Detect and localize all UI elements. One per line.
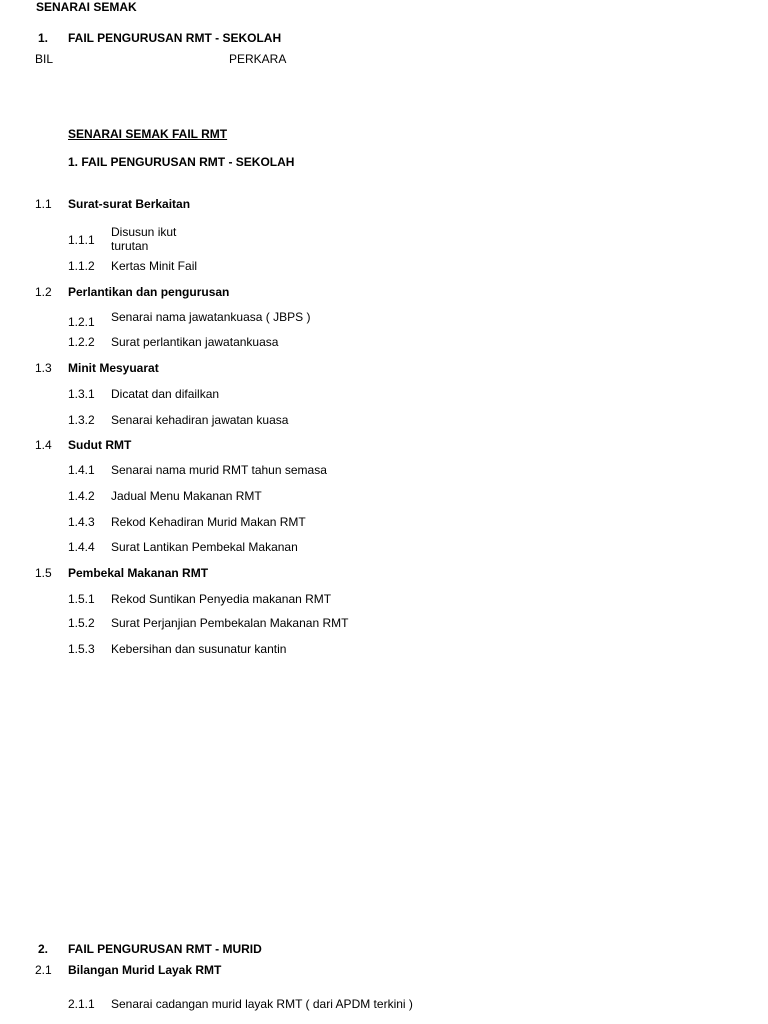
section-heading: Bilangan Murid Layak RMT	[68, 963, 222, 977]
item-number: 1.1.2	[68, 259, 95, 273]
section-heading: Minit Mesyuarat	[68, 361, 159, 375]
section-number: 2.	[38, 942, 49, 956]
item-text: Senarai nama jawatankuasa ( JBPS )	[111, 310, 311, 324]
section-number: 1.2	[35, 285, 52, 299]
item-number: 1.4.1	[68, 463, 95, 477]
item-text: Senarai cadangan murid layak RMT ( dari APDM terkini )	[111, 997, 413, 1011]
item-text: Surat Lantikan Pembekal Makanan	[111, 540, 298, 554]
item-number: 1.4.4	[68, 540, 95, 554]
section-number: 1.1	[35, 197, 52, 211]
item-text: Surat Perjanjian Pembekalan Makanan RMT	[111, 616, 349, 630]
item-number: 2.1.1	[68, 997, 95, 1011]
section-heading: Surat-surat Berkaitan	[68, 197, 191, 211]
item-text: Senarai kehadiran jawatan kuasa	[111, 413, 289, 427]
section-number: 1.5	[35, 566, 52, 580]
checklist-title: SENARAI SEMAK FAIL RMT	[68, 127, 228, 141]
item-text: Dicatat dan difailkan	[111, 387, 220, 401]
column-header-bil: BIL	[35, 52, 54, 66]
section-number: 1.	[38, 31, 49, 45]
item-number: 1.4.2	[68, 489, 95, 503]
item-number: 1.3.2	[68, 413, 95, 427]
item-number: 1.2.2	[68, 335, 95, 349]
item-number: 1.5.3	[68, 642, 95, 656]
section-heading: Sudut RMT	[68, 438, 132, 452]
item-text: Rekod Kehadiran Murid Makan RMT	[111, 515, 306, 529]
item-text: turutan	[111, 239, 149, 253]
item-number: 1.1.1	[68, 233, 95, 247]
column-header-perkara: PERKARA	[229, 52, 287, 66]
item-text: Disusun ikut	[111, 225, 177, 239]
checklist-section-heading: 1. FAIL PENGURUSAN RMT - SEKOLAH	[68, 155, 295, 169]
section-number: 2.1	[35, 963, 52, 977]
item-text: Rekod Suntikan Penyedia makanan RMT	[111, 592, 332, 606]
item-text: Jadual Menu Makanan RMT	[111, 489, 262, 503]
item-number: 1.5.2	[68, 616, 95, 630]
section-heading: Perlantikan dan pengurusan	[68, 285, 230, 299]
item-text: Kebersihan dan susunatur kantin	[111, 642, 287, 656]
item-number: 1.4.3	[68, 515, 95, 529]
section-heading: Pembekal Makanan RMT	[68, 566, 209, 580]
item-text: Surat perlantikan jawatankuasa	[111, 335, 279, 349]
section-title: FAIL PENGURUSAN RMT - SEKOLAH	[68, 31, 282, 45]
section-number: 1.4	[35, 438, 52, 452]
document-title: SENARAI SEMAK	[36, 0, 137, 14]
item-text: Kertas Minit Fail	[111, 259, 198, 273]
item-number: 1.5.1	[68, 592, 95, 606]
item-number: 1.2.1	[68, 315, 95, 329]
item-text: Senarai nama murid RMT tahun semasa	[111, 463, 327, 477]
item-number: 1.3.1	[68, 387, 95, 401]
section-title: FAIL PENGURUSAN RMT - MURID	[68, 942, 262, 956]
section-number: 1.3	[35, 361, 52, 375]
